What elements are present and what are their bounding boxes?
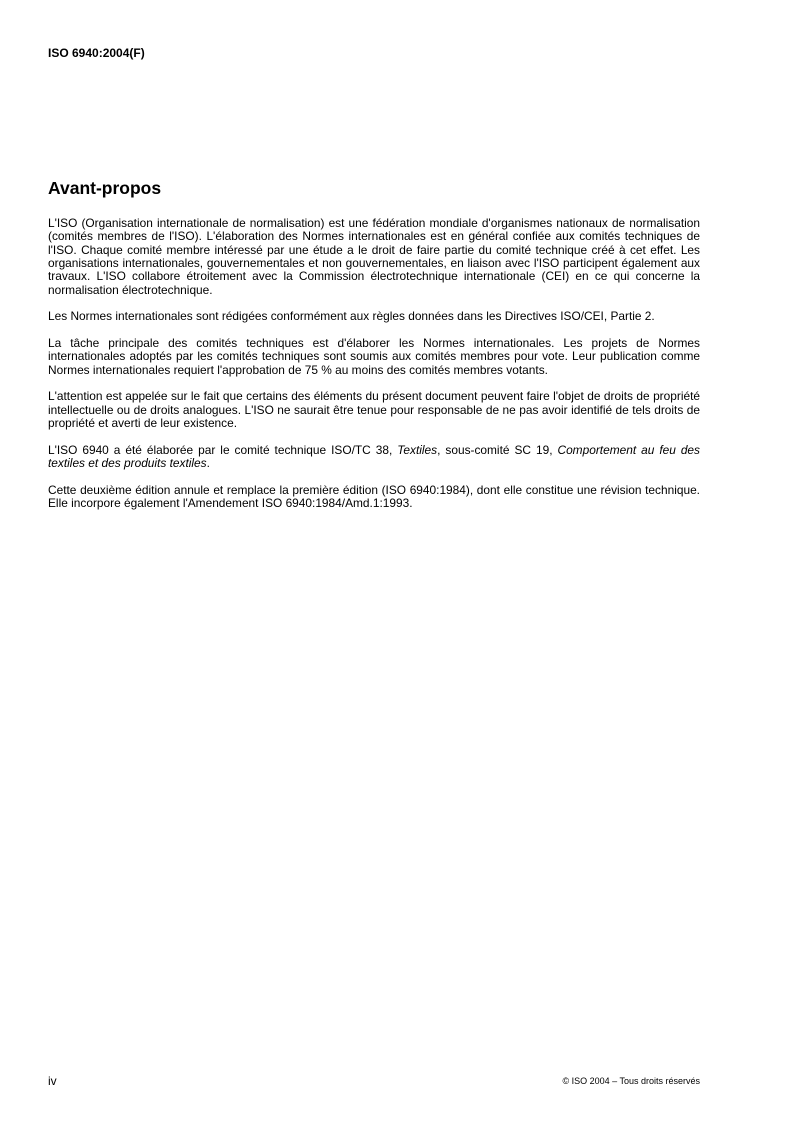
section-title: Avant-propos bbox=[48, 178, 162, 198]
paragraph-patent-rights: L'attention est appelée sur le fait que certains des éléments du présent document peuvent faire l'objet de droits de propriété intellectuelle ou de droits analogues. L'ISO ne saurait être tenue pour responsable de ne pas avoir identifié de tels droits de propriété et averti de leur existence. bbox=[48, 389, 700, 431]
paragraph-iso-organisation: L'ISO (Organisation internationale de normalisation) est une fédération mondiale d'organismes nationaux de normalisation (comités membres de l'ISO). L'élaboration des Normes internationales est en général confiée aux comités techniques de l'ISO. Chaque comité membre intéressé par une étude a le droit de faire partie du comité technique créé à cet effet. Les organisations internationales, gouvernementales et non gouvernementales, en liaison avec l'ISO participent également aux travaux. L'ISO collabore étroitement avec la Commission électrotechnique internationale (CEI) en ce qui concerne la normalisation électrotechnique. bbox=[48, 216, 700, 297]
page-number: iv bbox=[48, 1074, 57, 1088]
foreword-body bbox=[48, 217, 700, 524]
paragraph-technical-committees: La tâche principale des comités techniques est d'élaborer les Normes internationales. Les projets de Normes internationales adoptés par les comités techniques sont soumis aux comités membres pour vote. Leur publication comme Normes internationales requiert l'approbation de 75 % au moins des comités membres votants. bbox=[48, 336, 700, 377]
prepared-by-text-1: L'ISO 6940 a été élaborée par le comité technique ISO/TC 38, bbox=[48, 442, 398, 457]
document-id-header: ISO 6940:2004(F) bbox=[48, 46, 145, 60]
paragraph-edition: Cette deuxième édition annule et remplace la première édition (ISO 6940:1984), dont elle constitue une révision technique. Elle incorpore également l'Amendement ISO 6940:1984/Amd.1:1993. bbox=[48, 482, 700, 511]
prepared-by-text-3: . bbox=[206, 456, 210, 471]
paragraph-directives: Les Normes internationales sont rédigées conformément aux règles données dans les Directives ISO/CEI, Partie 2. bbox=[48, 309, 655, 324]
committee-name-italic: Textiles bbox=[397, 442, 438, 457]
subcommittee-name-italic: Comportement au feu des textiles et des produits textiles bbox=[48, 442, 700, 471]
paragraph-prepared-by bbox=[48, 444, 700, 471]
copyright-notice: © ISO 2004 – Tous droits réservés bbox=[562, 1076, 700, 1086]
prepared-by-text-2: , sous-comité SC 19, bbox=[437, 442, 558, 457]
